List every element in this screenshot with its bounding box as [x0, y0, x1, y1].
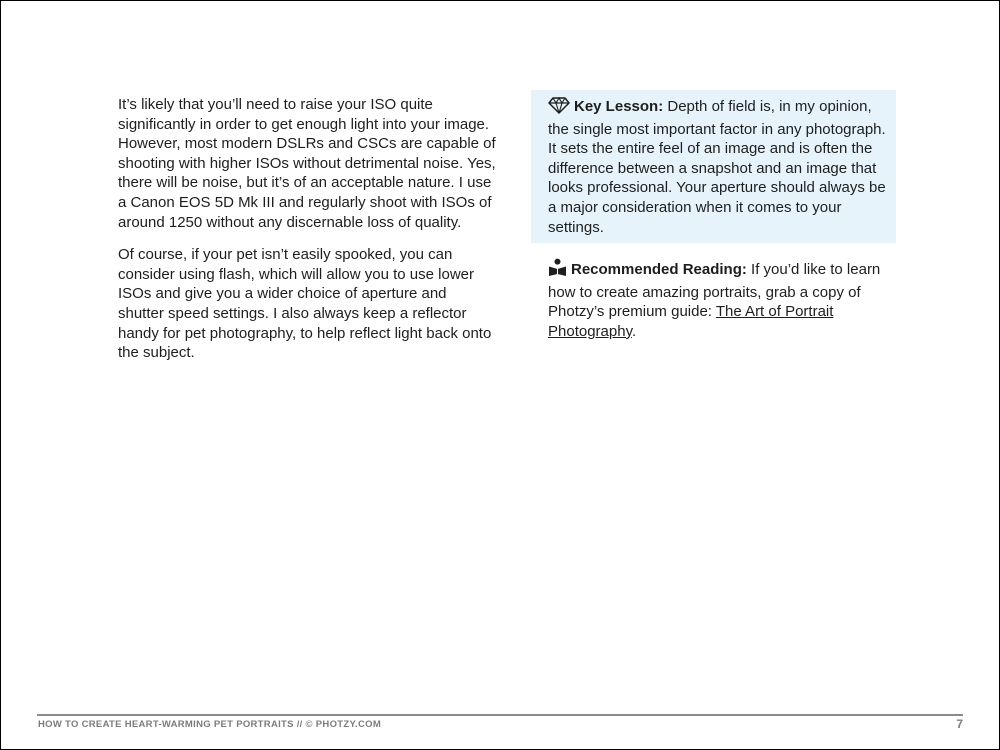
key-lesson-label: Key Lesson:	[574, 98, 664, 115]
recommended-reading-trailing: .	[631, 322, 637, 340]
diamond-icon	[548, 97, 570, 120]
sidebar-column	[531, 90, 896, 342]
page-number: 7	[956, 717, 963, 731]
body-paragraph-2: Of course, if your pet isn’t easily spooked, you can consider using flash, which will allow you to use lower ISOs and give you a wider choice of aperture and shutter speed settings. I also always keep a reflector handy for pet photography, to help reflect light back onto the subject.	[118, 246, 492, 362]
key-lesson-text: Depth of field is, in my opinion, the single most important factor in any photograph. It sets the entire feel of an image and is often the difference between a snapshot and an image that looks professional. Your aperture should always be a major consideration when it comes to your settings.	[548, 98, 886, 236]
body-paragraph-1: It’s likely that you’ll need to raise your ISO quite significantly in order to get enough light into your image. However, most modern DSLRs and CSCs are capable of shooting with higher ISOs without detrimental noise. Yes, there will be noise, but it’s of an acceptable nature. I use a Canon EOS 5D Mk III and regularly shoot with ISOs of around 1250 without any discernable loss of quality.	[118, 96, 496, 231]
guide-link[interactable]: The Art of Portrait Photography	[548, 303, 834, 340]
recommended-reading-callout	[531, 243, 896, 341]
footer-divider	[37, 714, 963, 716]
body-column	[118, 95, 496, 376]
footer-title: HOW TO CREATE HEART-WARMING PET PORTRAITS // © PHOTZY.COM	[38, 719, 382, 730]
recommended-reading-label: Recommended Reading:	[571, 261, 747, 279]
reader-icon	[548, 258, 567, 283]
recommended-reading-text: If you’d like to learn how to create amazing portraits, grab a copy of Photzy’s premium guide:	[548, 261, 881, 321]
key-lesson-callout	[531, 90, 896, 243]
